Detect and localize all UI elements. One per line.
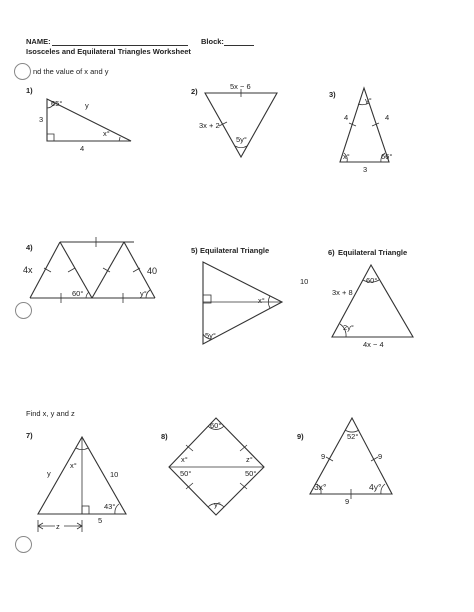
label-z: z (56, 522, 60, 531)
label-y: y° (214, 500, 221, 509)
name-label: NAME: (26, 37, 51, 46)
problem-number-9: 9) (297, 432, 304, 441)
problem-number-7: 7) (26, 431, 33, 440)
label-3x-2: 3x + 2 (199, 121, 220, 130)
label-9-left: 9 (321, 452, 326, 461)
label-y: y° (140, 289, 147, 298)
label-3x-8: 3x + 8 (332, 288, 353, 297)
label-50-left: 50° (180, 469, 192, 478)
label-y: y (47, 469, 51, 478)
label-x: x° (181, 455, 188, 464)
problem-number-5: 5) (191, 246, 198, 255)
label-9-right: 9 (378, 452, 383, 461)
label-66: 66° (381, 152, 393, 161)
label-4: 4 (80, 144, 85, 153)
label-65: 65° (51, 99, 63, 108)
label-52: 52° (347, 432, 359, 441)
label-3x: 3x° (314, 482, 327, 492)
problem-number-1: 1) (26, 86, 33, 95)
label-4x-4: 4x − 4 (363, 340, 384, 349)
label-40: 40 (147, 266, 158, 276)
label-5y: 5y° (236, 135, 247, 144)
label-x: x° (258, 296, 265, 305)
section2-instruction: Find x, y and z (26, 409, 75, 418)
label-4y: 4y° (369, 482, 382, 492)
label-3: 3 (39, 115, 44, 124)
label-43: 43° (104, 502, 116, 511)
worksheet-title: Isosceles and Equilateral Triangles Worksheet (26, 47, 191, 56)
label-5x-6: 5x − 6 (230, 82, 251, 91)
label-4x: 4x (23, 265, 33, 275)
instruction-text: nd the value of x and y (33, 67, 109, 76)
problem-number-4: 4) (26, 243, 33, 252)
label-4-left: 4 (344, 113, 349, 122)
label-x: x° (103, 129, 110, 138)
label-z: z° (246, 455, 253, 464)
label-9-bottom: 9 (345, 497, 350, 506)
label-y: y (85, 101, 89, 110)
problem-number-2: 2) (191, 87, 198, 96)
label-10: 10 (110, 470, 119, 479)
label-x: x° (70, 461, 77, 470)
label-4-right: 4 (385, 113, 390, 122)
label-3: 3 (363, 165, 368, 174)
label-50-right: 50° (245, 469, 257, 478)
problem-6-title: Equilateral Triangle (338, 248, 408, 257)
problem-5-title: Equilateral Triangle (200, 246, 270, 255)
problem-number-8: 8) (161, 432, 168, 441)
label-60: 60° (72, 289, 84, 298)
problem-number-6: 6) (328, 248, 335, 257)
label-x: x° (343, 152, 350, 161)
label-5: 5 (98, 516, 103, 525)
block-label: Block: (201, 37, 224, 46)
label-60: 60° (366, 276, 378, 285)
label-10: 10 (300, 277, 309, 286)
label-2y: 2y° (343, 323, 354, 332)
label-60: 60° (210, 421, 222, 430)
label-5y: 5y° (205, 331, 216, 340)
label-y: y° (365, 96, 372, 105)
problem-number-3: 3) (329, 90, 336, 99)
